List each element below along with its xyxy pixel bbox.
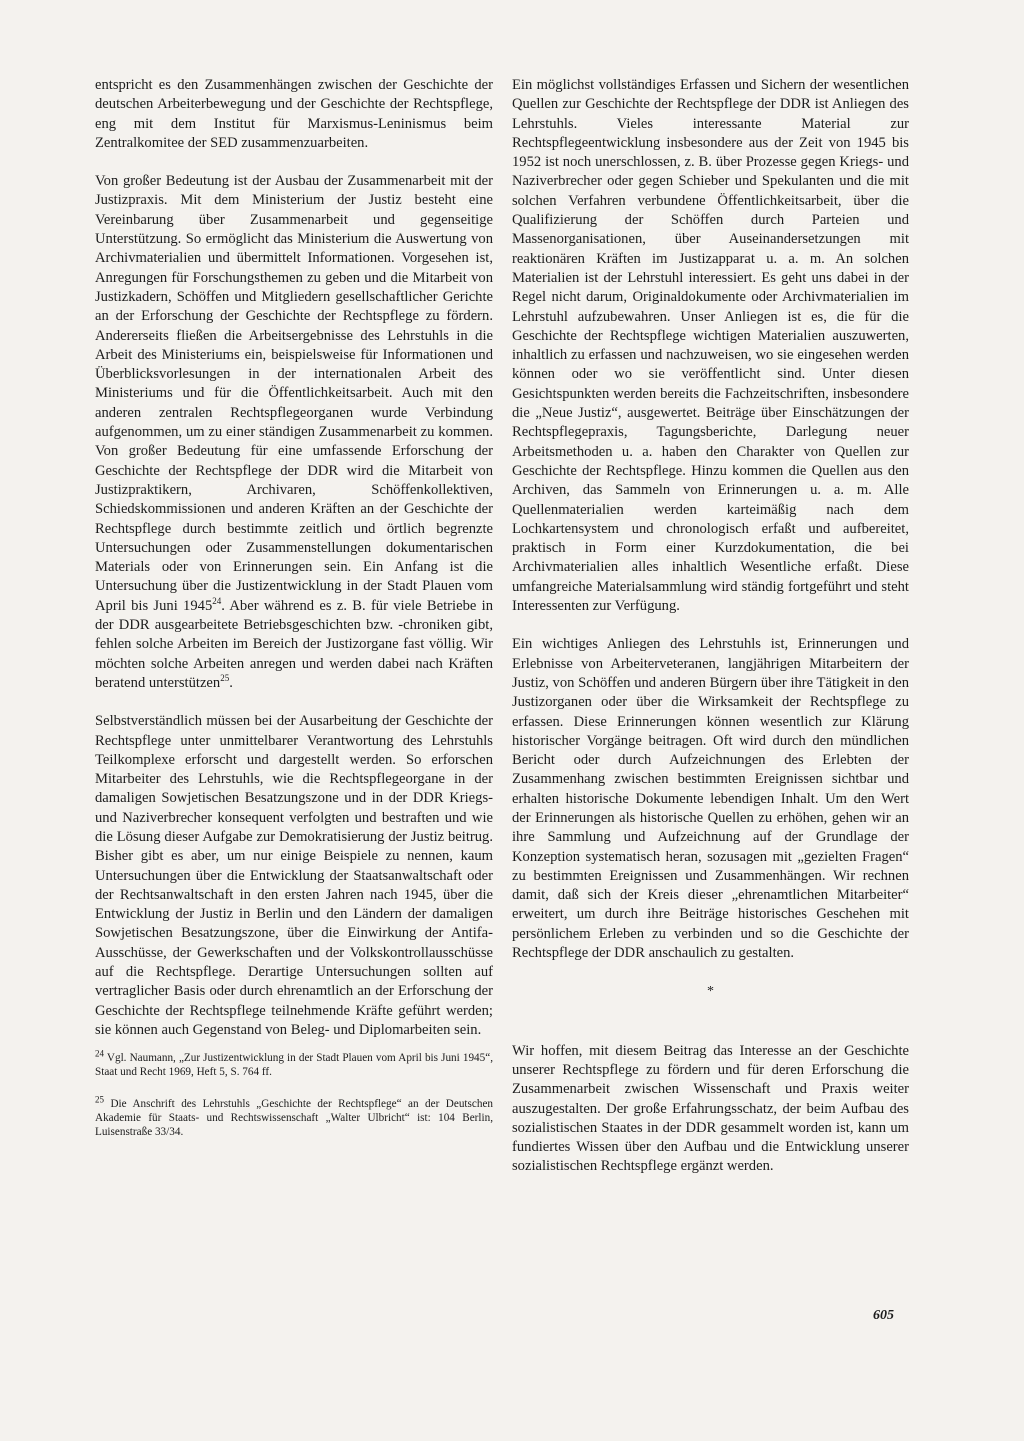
left-paragraph-2: [95, 172, 493, 693]
right-column: [512, 76, 909, 1196]
footnote-25-number: 25: [95, 1094, 104, 1105]
right-paragraph-1: Ein möglichst vollständiges Erfassen und Sichern der wesentlichen Quellen zur Geschichte der Rechtspflege der DDR ist Anliegen des Lehrstuhls. Vieles interessante Material zur Rechtspflegeentwicklung insbesondere aus der Zeit von 1945 bis 1952 ist noch unerschlossen, z. B. über Prozesse gegen Kriegs- und Naziverbrecher oder gegen Schieber und Spekulanten und die mit solchen Verfahren verbundene Öffentlichkeitsarbeit, über die Qualifizierung der Schöffen durch Parteien und Massenorganisationen, über Auseinandersetzungen mit reaktionären Kräften im Justizapparat u. a. m. An solchen Materialien ist der Lehrstuhl interessiert. Es geht uns dabei in der Regel nicht darum, Originaldokumente oder Archivmaterialien im Lehrstuhl aufzubewahren. Unser Anliegen ist es, die für die Geschichte der Rechtspflege wichtigen Materialien auszuwerten, inhaltlich zu erfassen und nachzuweisen, wo sie eingesehen werden können oder wo sie veröffentlicht sind. Unter diesen Gesichtspunkten werden bereits die Fachzeitschriften, insbesondere die „Neue Justiz“, ausgewertet. Beiträge über Einschätzungen der Rechtspflegepraxis, Tagungsberichte, Darlegung neuer Arbeitsmethoden u. a. haben den Charakter von Quellen zur Geschichte der Rechtspflege. Hinzu kommen die Quellen aus den Archiven, das Sammeln von Erinnerungen u. a. m. Alle Quellenmaterialien werden karteimäßig nach dem Lochkartensystem und chronologisch erfaßt und aufbereitet, praktisch in Form einer Kurzdokumentation, die bei Archivmaterialien alles inhaltlich Wesentliche erfaßt. Diese umfangreiche Materialsammlung wird ständig fortgeführt und steht Interessenten zur Verfügung.: [512, 77, 909, 615]
left-paragraph-3: Selbstverständlich müssen bei der Ausarbeitung der Geschichte der Rechtspflege unter unmittelbarer Verantwortung des Lehrstuhls Teilkomplexe erforscht und dargestellt werden. So erforschen Mitarbeiter des Lehrstuhls, wie die Rechtspflegeorgane in der damaligen Sowjetischen Besatzungszone und in der DDR Kriegs- und Naziverbrecher konsequent verfolgten und bestraften und wie die Lösung dieser Aufgabe zur Demokratisierung der Justiz beitrug. Bisher gibt es aber, um nur einige Beispiele zu nennen, kaum Untersuchungen über die Entwicklung der Staatsanwaltschaft oder der Rechtsanwaltschaft in den ersten Jahren nach 1945, über die Entwicklung der Justiz in Berlin und den Ländern der damaligen Sowjetischen Besatzungszone, über die Einwirkung der Antifa-Ausschüsse, der Gewerkschaften und der Volkskontrollausschüsse auf die Rechtspflege. Derartige Untersuchungen sollten auf vertraglicher Basis oder durch ehrenamtlich an der Erforschung der Geschichte der Rechtspflege teilnehmende Kräfte geführt werden; sie können auch Gegenstand von Beleg- und Diplomarbeiten sein.: [95, 713, 493, 1038]
left-paragraph-2-text-a: Von großer Bedeutung ist der Ausbau der Zusammenarbeit mit der Justizpraxis. Mit dem Ministerium der Justiz besteht eine Vereinbarung über Zusammenarbeit und gegenseitige Unterstützung. So ermöglicht das Ministerium die Auswertung von Archivmaterialien und übermittelt Informationen. Vorgesehen ist, Anregungen für Forschungsthemen zu geben und die Mitarbeit von Justizkadern, Schöffen und Mitgliedern gesellschaftlicher Gerichte an der Erforschung der Geschichte der Rechtspflege zu fördern. Andererseits fließen die Arbeitsergebnisse des Lehrstuhls in die Arbeit des Ministeriums ein, beispielsweise für Informationen und Überblicksvorlesungen in der internationalen Arbeit des Ministeriums und für die Öffentlichkeitsarbeit. Auch mit den anderen zentralen Rechtspflegeorganen wurde Verbindung aufgenommen, um zu einer ständigen Zusammenarbeit zu kommen. Von großer Bedeutung für eine umfassende Erforschung der Geschichte der Rechtspflege der DDR wird die Mitarbeit von Justizpraktikern, Archivaren, Schöffenkollektiven, Schiedskommissionen und anderen Kräften an der Geschichte der Rechtspflege durch bestimmte zeitlich und örtlich begrenzte Untersuchungen oder Zusammenstellungen dokumentarischen Materials oder von Erinnerungen sein. Ein Anfang ist die Untersuchung über die Justizentwicklung in der Stadt Plauen vom April bis Juni 1945: [95, 173, 493, 614]
footnote-24-number: 24: [95, 1048, 104, 1059]
left-paragraph-2-text-c: .: [229, 674, 233, 691]
footnote-25: [95, 1094, 493, 1139]
footnote-24-text: Vgl. Naumann, „Zur Justizentwicklung in der Stadt Plauen vom April bis Juni 1945“, Staat und Recht 1969, Heft 5, S. 764 ff.: [95, 1052, 493, 1078]
footnote-ref-24[interactable]: 24: [212, 595, 222, 606]
right-paragraph-3: Wir hoffen, mit diesem Beitrag das Interesse an der Geschichte unserer Rechtspflege zu fördern und für deren Erforschung die Zusammenarbeit zwischen Wissenschaft und Praxis weiter auszugestalten. Der große Erfahrungsschatz, der beim Aufbau des sozialistischen Staates in der DDR gesammelt worden ist, kann um fundiertes Wissen über den Aufbau und die Entwicklung unserer sozialistischen Rechtspflege ergänzt werden.: [512, 1042, 909, 1175]
left-column: [95, 76, 493, 1158]
footnote-25-text: Die Anschrift des Lehrstuhls „Geschichte der Rechtspflege“ an der Deutschen Akademie für Staats- und Rechtswissenschaft „Walter Ulbricht“ ist: 104 Berlin, Luisenstraße 33/34.: [95, 1098, 493, 1138]
page-number: 605: [873, 1308, 894, 1323]
footnote-ref-25[interactable]: 25: [220, 673, 230, 684]
section-separator: *: [707, 984, 714, 1000]
left-paragraph-2-text-b: . Aber während es z. B. für viele Betriebe in der DDR ausgearbeitete Betriebsgeschichten bzw. -chroniken gibt, fehlen solche Arbeiten im Bereich der Justizorgane fast völlig. Wir möchten solche Arbeiten anregen und werden dabei nach Kräften beratend unterstützen: [95, 597, 493, 691]
footnote-24: [95, 1048, 493, 1079]
left-paragraph-1: entspricht es den Zusammenhängen zwischen der Geschichte der deutschen Arbeiterbewegung und der Geschichte der Rechtspflege, eng mit dem Institut für Marxismus-Leninismus beim Zentralkomitee der SED zusammenzuarbeiten.: [95, 77, 493, 151]
right-paragraph-2: Ein wichtiges Anliegen des Lehrstuhls ist, Erinnerungen und Erlebnisse von Arbeiterveteranen, langjährigen Mitarbeitern der Justiz, von Schöffen und anderen Bürgern über ihre Tätigkeit in den Justizorganen oder über die Wirksamkeit der Rechtspflege zu erfassen. Diese Erinnerungen können wesentlich zur Klärung historischer Vorgänge beitragen. Oft wird durch den mündlichen Bericht oder durch Aufzeichnungen des Erlebten der Zusammenhang zwischen bestimmten Ereignissen sichtbar und erhalten historische Dokumente lebendigen Inhalt. Um den Wert der Erinnerungen als historische Quellen zu erhöhen, gehen wir an ihre Sammlung und Aufzeichnung auf der Grundlage der Konzeption systematisch heran, sozusagen mit „gezielten Fragen“ zu bestimmten Ereignissen und Zusammenhängen. Wir rechnen damit, daß sich der Kreis dieser „ehrenamtlichen Mitarbeiter“ erweitert, um durch ihre Beiträge historisches Geschehen mit persönlichem Erleben zu verbinden und so die Geschichte der Rechtspflege der DDR anschaulich zu gestalten.: [512, 636, 909, 962]
